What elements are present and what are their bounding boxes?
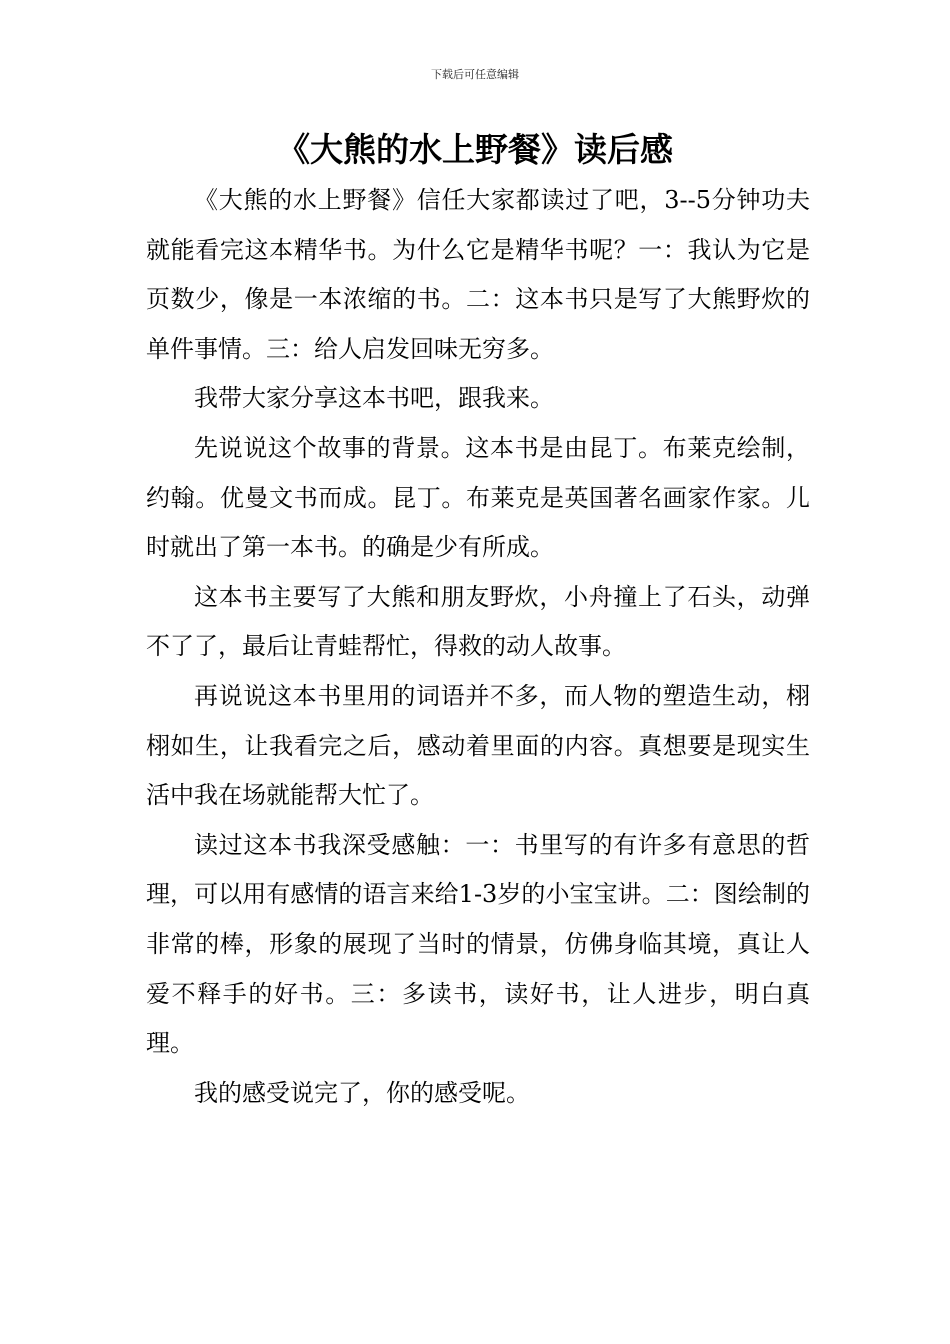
paragraph-invite: 我带大家分享这本书吧，跟我来。 xyxy=(194,384,554,413)
paragraph-closing: 我的感受说完了，你的感受呢。 xyxy=(194,1078,530,1107)
paragraph-intro: 《大熊的水上野餐》信任大家都读过了吧，3--5分钟功夫就能看完这本精华书。为什么它是精华书呢？一：我认为它是页数少，像是一本浓缩的书。二：这本书只是写了大熊野炊的单件事情。三：给人启发回味无穷多。 xyxy=(146,186,810,363)
paragraph-language: 再说说这本书里用的词语并不多，而人物的塑造生动，栩栩如生，让我看完之后，感动着里面的内容。真想要是现实生活中我在场就能帮大忙了。 xyxy=(146,681,810,810)
paragraph-background: 先说说这个故事的背景。这本书是由昆丁。布莱克绘制，约翰。优曼文书而成。昆丁。布莱克是英国著名画家作家。儿时就出了第一本书。的确是少有所成。 xyxy=(146,433,810,562)
header-note: 下载后可任意编辑 xyxy=(431,68,519,81)
document-title: 《大熊的水上野餐》读后感 xyxy=(277,130,673,169)
document-body xyxy=(146,176,810,1118)
paragraph-summary: 这本书主要写了大熊和朋友野炊，小舟撞上了石头，动弹不了了，最后让青蛙帮忙，得救的动人故事。 xyxy=(146,582,810,661)
paragraph-reflection: 读过这本书我深受感触：一：书里写的有许多有意思的哲理，可以用有感情的语言来给1-3岁的小宝宝讲。二：图绘制的非常的棒，形象的展现了当时的情景，仿佛身临其境，真让人爱不释手的好书。三：多读书，读好书，让人进步，明白真理。 xyxy=(146,830,810,1058)
